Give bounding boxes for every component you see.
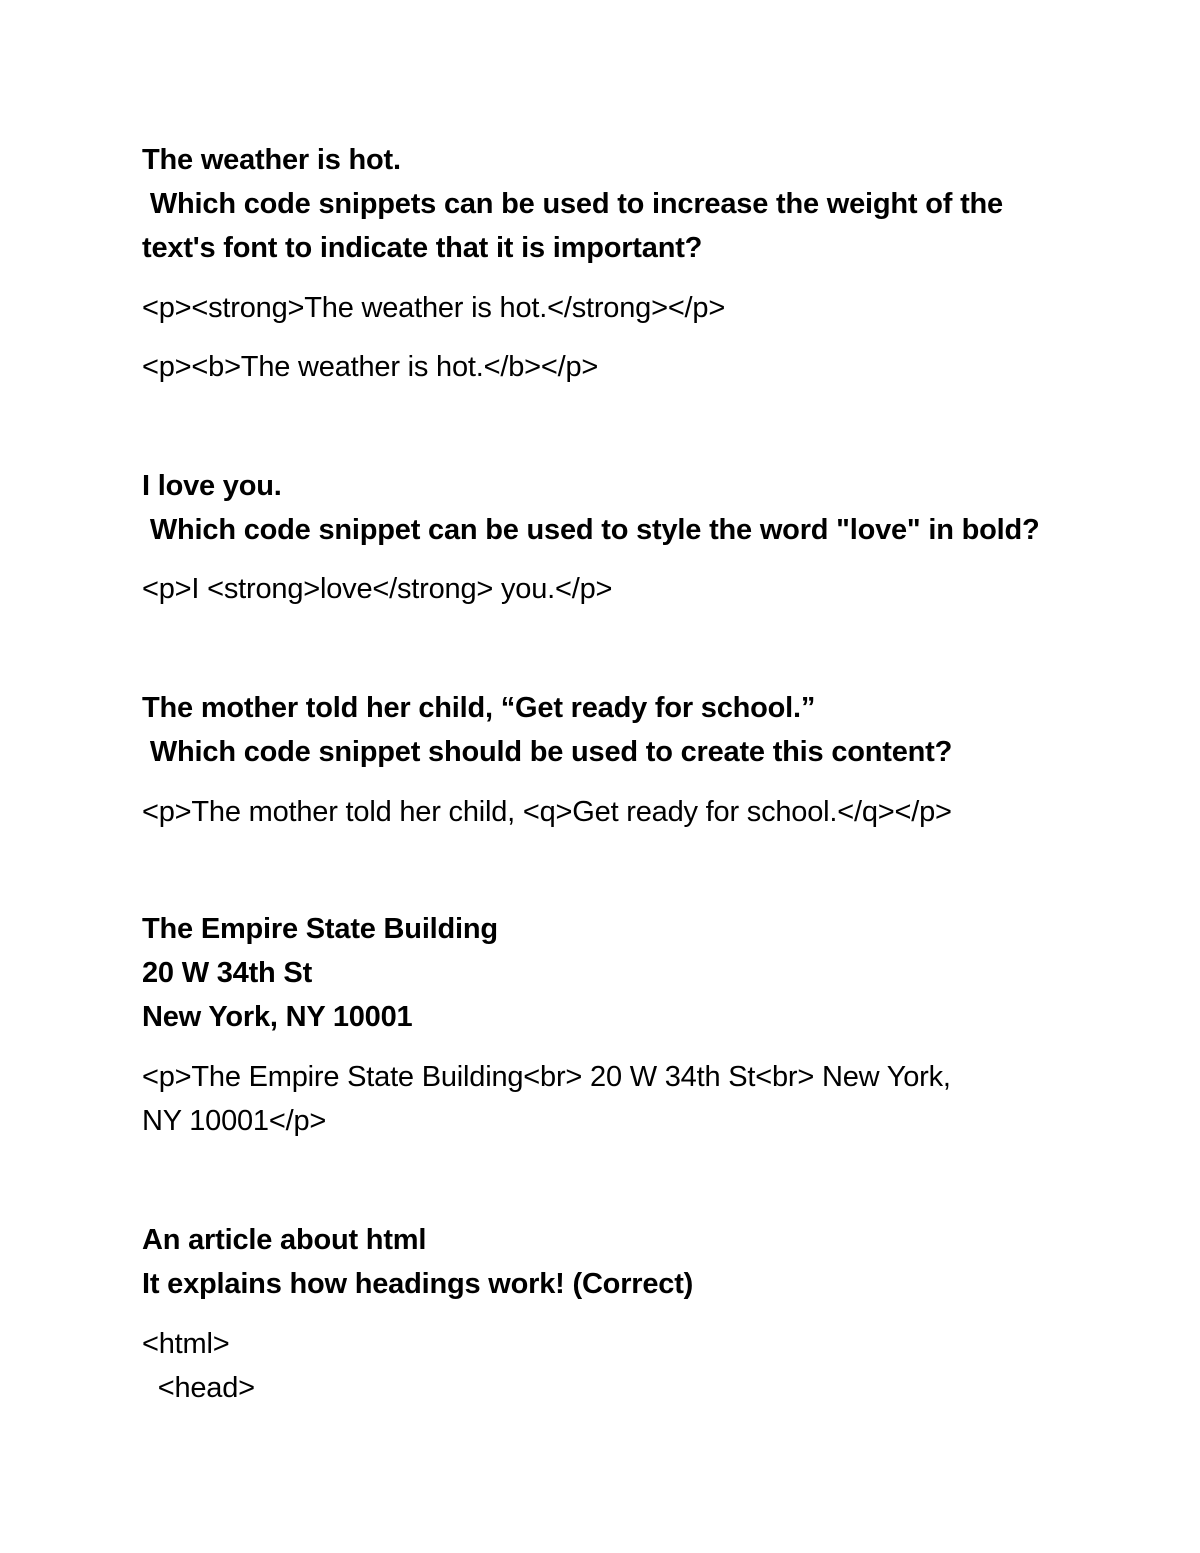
answer-code: <head> — [142, 1372, 255, 1404]
question-text: Which code snippet should be used to create this content? — [142, 736, 953, 768]
question-text: New York, NY 10001 — [142, 1001, 413, 1033]
answer-code: <p>The Empire State Building<br> 20 W 34th St<br> New York, — [142, 1061, 951, 1093]
question-text: Which code snippets can be used to increase the weight of the — [142, 188, 1003, 220]
answer-code: <p><strong>The weather is hot.</strong></p> — [142, 292, 726, 324]
question-text: The mother told her child, “Get ready for school.” — [142, 692, 816, 724]
answer-code: <p>I <strong>love</strong> you.</p> — [142, 573, 613, 605]
question-text: text's font to indicate that it is important? — [142, 232, 703, 264]
answer-code: <p>The mother told her child, <q>Get ready for school.</q></p> — [142, 796, 952, 828]
answer-code: NY 10001</p> — [142, 1105, 327, 1137]
question-text: 20 W 34th St — [142, 957, 313, 989]
question-text: It explains how headings work! (Correct) — [142, 1268, 694, 1300]
question-text: Which code snippet can be used to style the word "love" in bold? — [142, 514, 1040, 546]
question-text: The Empire State Building — [142, 913, 498, 945]
answer-code: <p><b>The weather is hot.</b></p> — [142, 351, 599, 383]
question-text: An article about html — [142, 1224, 427, 1256]
question-text: The weather is hot. — [142, 144, 401, 176]
answer-code: <html> — [142, 1328, 230, 1360]
question-text: I love you. — [142, 470, 282, 502]
